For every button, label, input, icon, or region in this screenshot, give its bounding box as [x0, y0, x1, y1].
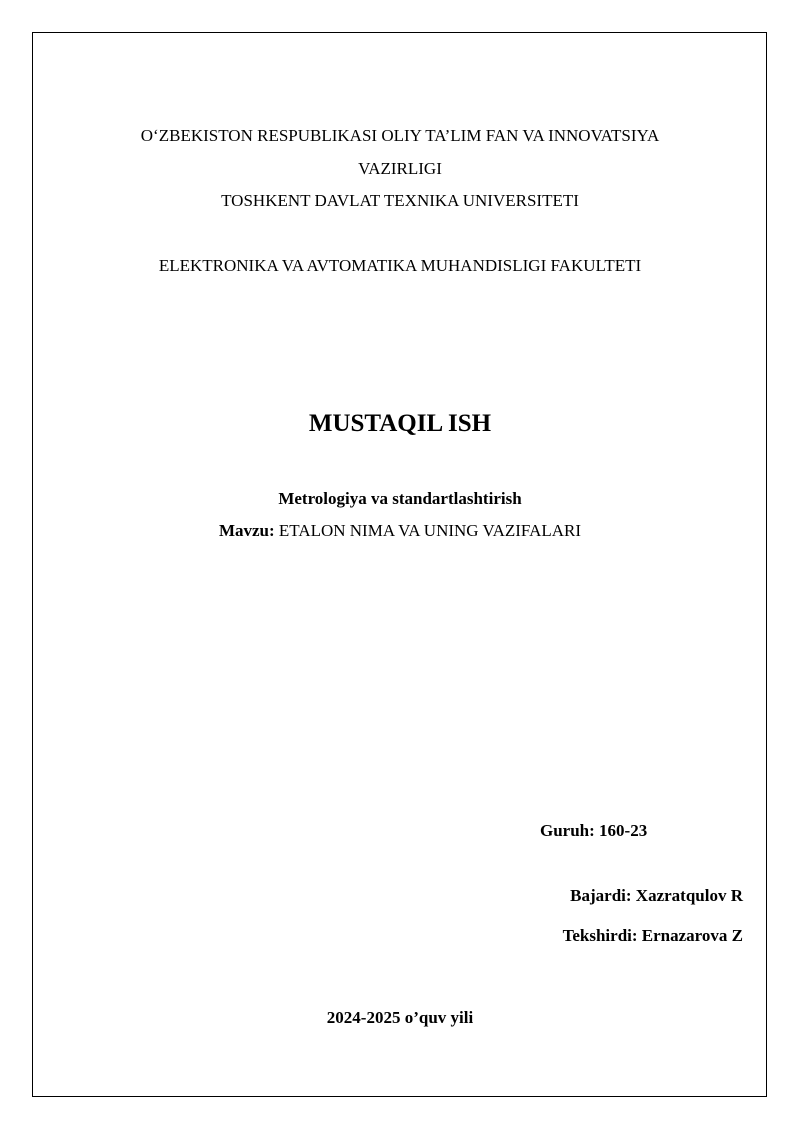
topic-label: Mavzu: [218, 521, 275, 540]
ministry-line-1: O‘ZBEKISTON RESPUBLIKASI OLIY TA’LIM FAN VA INNOVATSIYA [140, 126, 660, 145]
done-by: Bajardi: Xazratqulov R [570, 886, 743, 905]
document-title: MUSTAQIL ISH [308, 410, 492, 437]
subject-name: Metrologiya va standartlashtirish [278, 489, 522, 508]
faculty-name: ELEKTRONIKA VA AVTOMATIKA MUHANDISLIGI FAKULTETI [158, 256, 642, 275]
university-name: TOSHKENT DAVLAT TEXNIKA UNIVERSITETI [221, 191, 579, 210]
academic-year: 2024-2025 o’quv yili [326, 1008, 474, 1027]
topic-value: ETALON NIMA VA UNING VAZIFALARI [278, 521, 582, 540]
ministry-line-2: VAZIRLIGI [358, 159, 442, 178]
topic-line [0, 521, 800, 541]
group-info: Guruh: 160-23 [540, 821, 648, 840]
checked-by: Tekshirdi: Ernazarova Z [562, 926, 743, 945]
